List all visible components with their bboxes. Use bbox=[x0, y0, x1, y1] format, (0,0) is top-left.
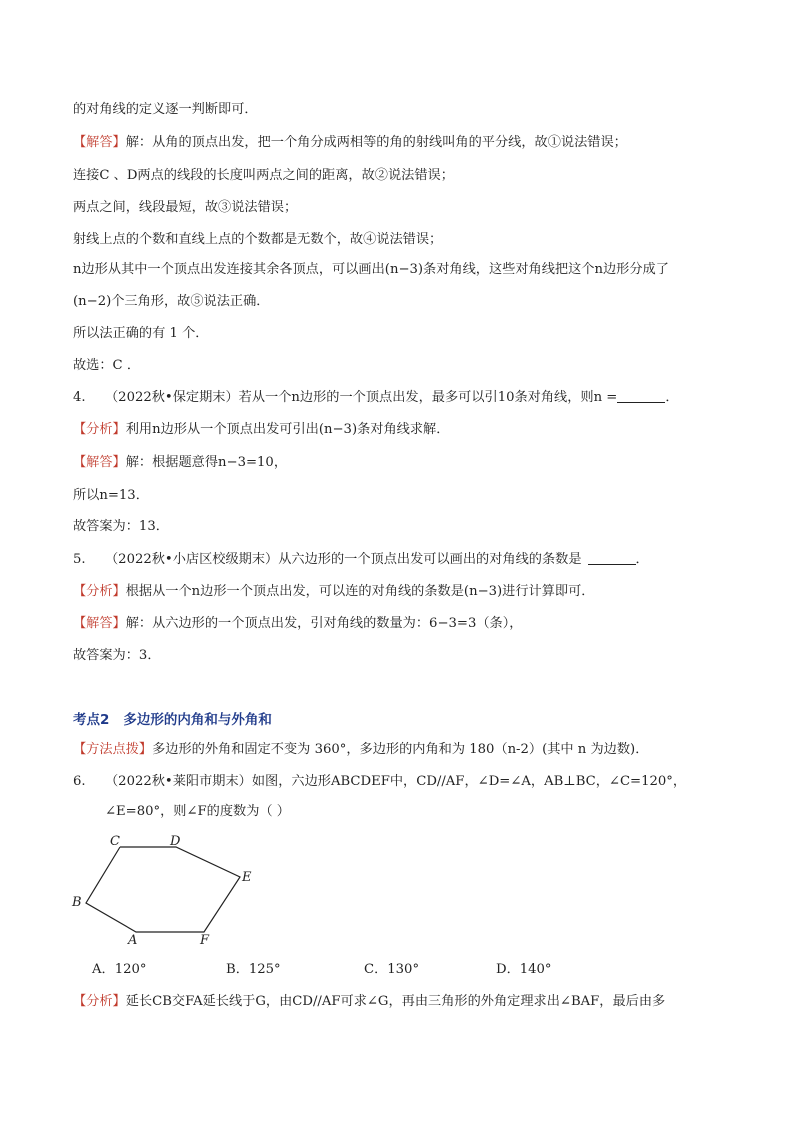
answer-blank bbox=[617, 388, 665, 403]
text-line: 【分析】根据从一个n边形一个顶点出发，可以连的对角线的条数是(n−3)进行计算即可． bbox=[73, 584, 595, 599]
text-line: 【分析】利用n边形从一个顶点出发可引出(n−3)条对角线求解． bbox=[73, 422, 450, 437]
analysis-tag: 【分析】 bbox=[73, 994, 126, 1009]
question-4: 4. （2022秋•保定期末）若从一个n边形的一个顶点出发，最多可以引10条对角线，则n = ． bbox=[73, 390, 679, 405]
text-line: 故答案为：13． bbox=[73, 519, 169, 534]
vertex-label-f: F bbox=[200, 933, 210, 948]
text-line: 【解答】解：根据题意得n−3=10， bbox=[73, 455, 288, 470]
text-line: 所以法正确的有 1 个． bbox=[73, 326, 209, 341]
question-5: 5. （2022秋•小店区校级期末）从六边形的一个顶点出发可以画出的对角线的条数是 ． bbox=[73, 552, 649, 567]
text-line: 【分析】延长CB交FA延长线于G，由CD//AF可求∠G，再由三角形的外角定理求出∠BAF，最后由多 bbox=[73, 994, 666, 1009]
hexagon-outline bbox=[86, 847, 240, 932]
answer-tag: 【解答】 bbox=[73, 135, 126, 150]
text-line: (n−2)个三角形，故⑤说法正确． bbox=[73, 294, 270, 309]
vertex-label-e: E bbox=[242, 870, 252, 885]
text-line: 【解答】解：从角的顶点出发，把一个角分成两相等的角的射线叫角的平分线，故①说法错误； bbox=[73, 135, 627, 150]
answer-tag: 【解答】 bbox=[73, 616, 126, 631]
vertex-label-c: C bbox=[110, 834, 120, 849]
section-heading: 考点2 多边形的内角和与外角和 bbox=[73, 712, 272, 728]
question-6-cont: ∠E=80°，则∠F的度数为（ ） bbox=[105, 804, 290, 819]
option-d: D．140° bbox=[496, 962, 552, 977]
vertex-label-a: A bbox=[128, 933, 138, 948]
option-b: B．125° bbox=[226, 962, 281, 977]
hexagon-figure bbox=[70, 828, 270, 950]
option-a: A．120° bbox=[92, 962, 147, 977]
text-line: 的对角线的定义逐一判断即可． bbox=[73, 102, 258, 117]
answer-blank bbox=[588, 550, 636, 565]
text-line: 两点之间，线段最短，故③说法错误； bbox=[73, 200, 298, 215]
option-c: C．130° bbox=[364, 962, 420, 977]
question-6: 6. （2022秋•莱阳市期末）如图，六边形ABCDEF中，CD//AF，∠D=∠A，AB⊥BC，∠C=120°， bbox=[73, 774, 687, 789]
method-tag: 【方法点拨】 bbox=[73, 742, 153, 757]
vertex-label-d: D bbox=[170, 834, 181, 849]
text-line: 射线上点的个数和直线上点的个数都是无数个，故④说法错误； bbox=[73, 232, 443, 247]
analysis-tag: 【分析】 bbox=[73, 422, 126, 437]
analysis-tag: 【分析】 bbox=[73, 584, 126, 599]
answer-tag: 【解答】 bbox=[73, 455, 126, 470]
text-line: 故选：C ． bbox=[73, 358, 141, 373]
text-line: 故答案为：3． bbox=[73, 648, 161, 663]
text-line: 所以n=13． bbox=[73, 488, 149, 503]
text-line: 【解答】解：从六边形的一个顶点出发，引对角线的数量为：6−3=3（条）， bbox=[73, 616, 523, 631]
vertex-label-b: B bbox=[72, 895, 82, 910]
method-line: 【方法点拨】多边形的外角和固定不变为 360°，多边形的内角和为 180（n-2）(其中 n 为边数)． bbox=[73, 742, 649, 757]
text-line: 连接C 、D两点的线段的长度叫两点之间的距离，故②说法错误； bbox=[73, 168, 454, 183]
text-line: n边形从其中一个顶点出发连接其余各顶点，可以画出(n−3)条对角线，这些对角线把这个n边形分成了 bbox=[73, 262, 669, 277]
